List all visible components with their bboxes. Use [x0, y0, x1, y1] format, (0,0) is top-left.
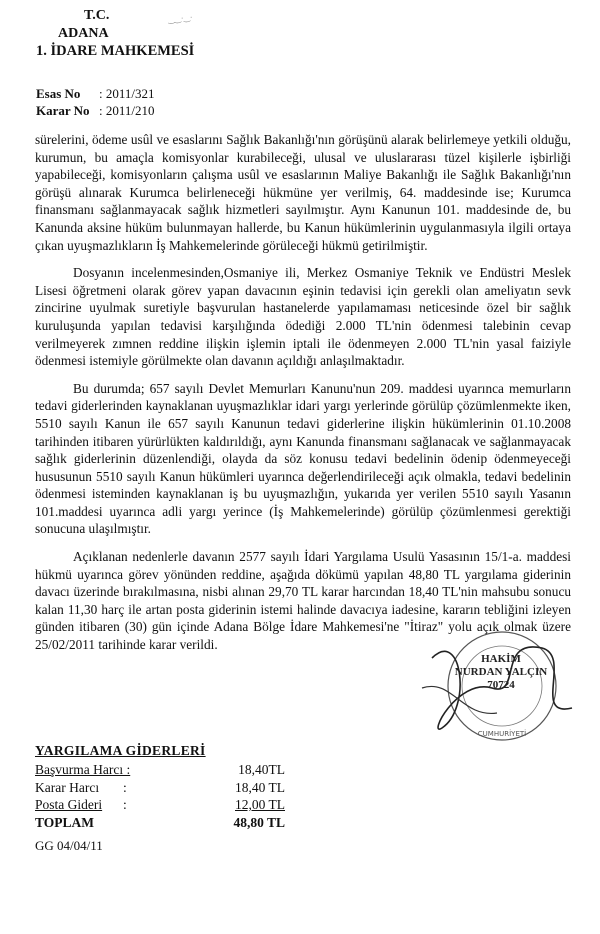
paragraph-4: Açıklanan nedenlerle davanın 2577 sayılı İdari Yargılama Usulü Yasasının 15/1-a. maddesi hükmü uyarınca görev yönünden reddine, aşağıda dökümü yapılan 48,80 TL yargılama giderinin davacı üzerinde bırakılmasına, nisbi alınan 29,70 TL karar harcından 18,40 TL'nin mahsubu sonucu kalan 11,30 harç ile artan posta giderinin istemi halinde davacıya iadesine, kararın tebliğini izleyen günden itibaren (30) gün içinde Adana Bölge İdare Mahkemesi'ne "İtiraz" yolu açık olmak üzere 25/02/2011 tarihinde karar verildi. [35, 549, 571, 653]
paragraph-3: Bu durumda; 657 sayılı Devlet Memurları Kanunu'nun 209. maddesi uyarınca memurların tedavi giderlerinden kaynaklanan uyuşmazlıklar idari yargı yerlerinde görülüp çözümlenmekte iken, 5510 sayılı Kanun ile 657 sayılı Kanunun tedavi giderlerine ilişkin hükümlerinin 01.10.2008 tarihinden itibaren yürürlükten kaldırıldığı, aynı Kanunda finansmanı sağlanacak ve sağlanmayacak sağlık giderlerinin düzenlendiği, olayda da söz konusu tedavi bedelinin ödenip ödenmeyeceği hususunun 5510 sayılı Kanun hükümleri uyarınca değerlendirileceği açık olmakla, tedavi bedelinin ödenmesi isteminden kaynaklanan iş bu uyuşmazlığın, yukarıda yer verilen 5510 sayılı Yasanın 101.maddesi uyarınca adli yargı yerince (İş Mahkemelerinde) görülüp çözümlenmesi gerektiği sonucuna ulaşılmıştır. [35, 380, 571, 537]
karar-no [36, 103, 155, 119]
cost-colon: : [123, 797, 127, 812]
footer-code: GG 04/04/11 [35, 838, 103, 853]
cost-label: Karar Harcı [35, 779, 100, 795]
header-tc: T.C. [84, 8, 110, 23]
esas-label: Esas No [36, 86, 81, 101]
judge-title: HAKİM [481, 653, 521, 665]
cost-amount: 18,40TL [238, 762, 285, 777]
header-court: 1. İDARE MAHKEMESİ [36, 43, 195, 59]
costs-title: YARGILAMA GİDERLERİ [35, 743, 206, 758]
cost-colon: : [123, 779, 127, 795]
cost-amount: 12,00 TL [235, 797, 285, 812]
esas-value: : 2011/321 [99, 86, 155, 101]
costs-row [35, 762, 285, 780]
esas-no [36, 86, 155, 102]
seal-text: CUMHURİYETİ [477, 730, 527, 738]
paragraph-2: Dosyanın incelenmesinden,Osmaniye ili, Merkez Osmaniye Teknik ve Endüstri Meslek Lisesi öğretmeni olarak görev yapan davacının eşinin tedavisi için gerekli olan ameliyatın sevk zincirine uyulmak suretiyle başvurulan hastanelerde yapılamaması neticesinde özel bir sağlık kuruluşunda yapılan tedavisi karşılığında ödediği 2.000 TL'nin ödenmesi talebinin cevap verilmeyerek zımnen reddine ilişkin işlemin iptali ile ödenmeyen 2.000 TL'nin yasal faiziyle ödenmesi istemiyle görülmekte olan davanın açıldığı anlaşılmaktadır. [35, 265, 571, 369]
karar-label: Karar No [36, 103, 90, 118]
costs-total-row [35, 815, 285, 833]
total-amount: 48,80 TL [233, 814, 285, 830]
total-label: TOPLAM [35, 814, 95, 830]
paragraph-1: sürelerini, ödeme usûl ve esaslarını Sağlık Bakanlığı'nın görüşünü alarak belirlemeye yetkili olduğu, kurumun, bu amaçla komisyonlar kurabileceği, ulusal ve uluslararası tüzel kişilerle işbirliği yapabileceği, komisyonların çalışma usûl ve esaslarının Maliye Bakanlığı ile Sağlık Bakanlığı'nın görüşü alınarak Kurumca belirleneceği hükmüne yer verilmiş, 64. maddesinde ise; Kurumca finansmanı sağlanmayacak sağlık hizmetleri sayılmıştır. Aynı Kanunun 101. maddesinde de, bu Kanunda aksine hüküm bulunmayan hallerde, bu Kanun hükümlerinin uygulanmasıyla ilgili ortaya çıkan uyuşmazlıkların İş Mahkemelerinde görüleceği hükmü getirilmiştir. [35, 132, 571, 253]
karar-value: : 2011/210 [99, 103, 155, 118]
cost-label: Başvurma Harcı : [35, 762, 131, 777]
judge-signature [446, 653, 556, 692]
cost-amount: 18,40 TL [235, 779, 285, 795]
costs-table [35, 743, 285, 832]
judge-number: 70724 [487, 679, 515, 691]
costs-row [35, 780, 285, 798]
cost-label: Posta Gideri [35, 797, 103, 812]
header-city: ADANA [58, 26, 109, 41]
corner-mark: ‿‿·‿· [167, 12, 194, 25]
judge-name: NURDAN YALÇIN [454, 666, 548, 678]
costs-row [35, 797, 285, 815]
document-body [35, 131, 571, 664]
